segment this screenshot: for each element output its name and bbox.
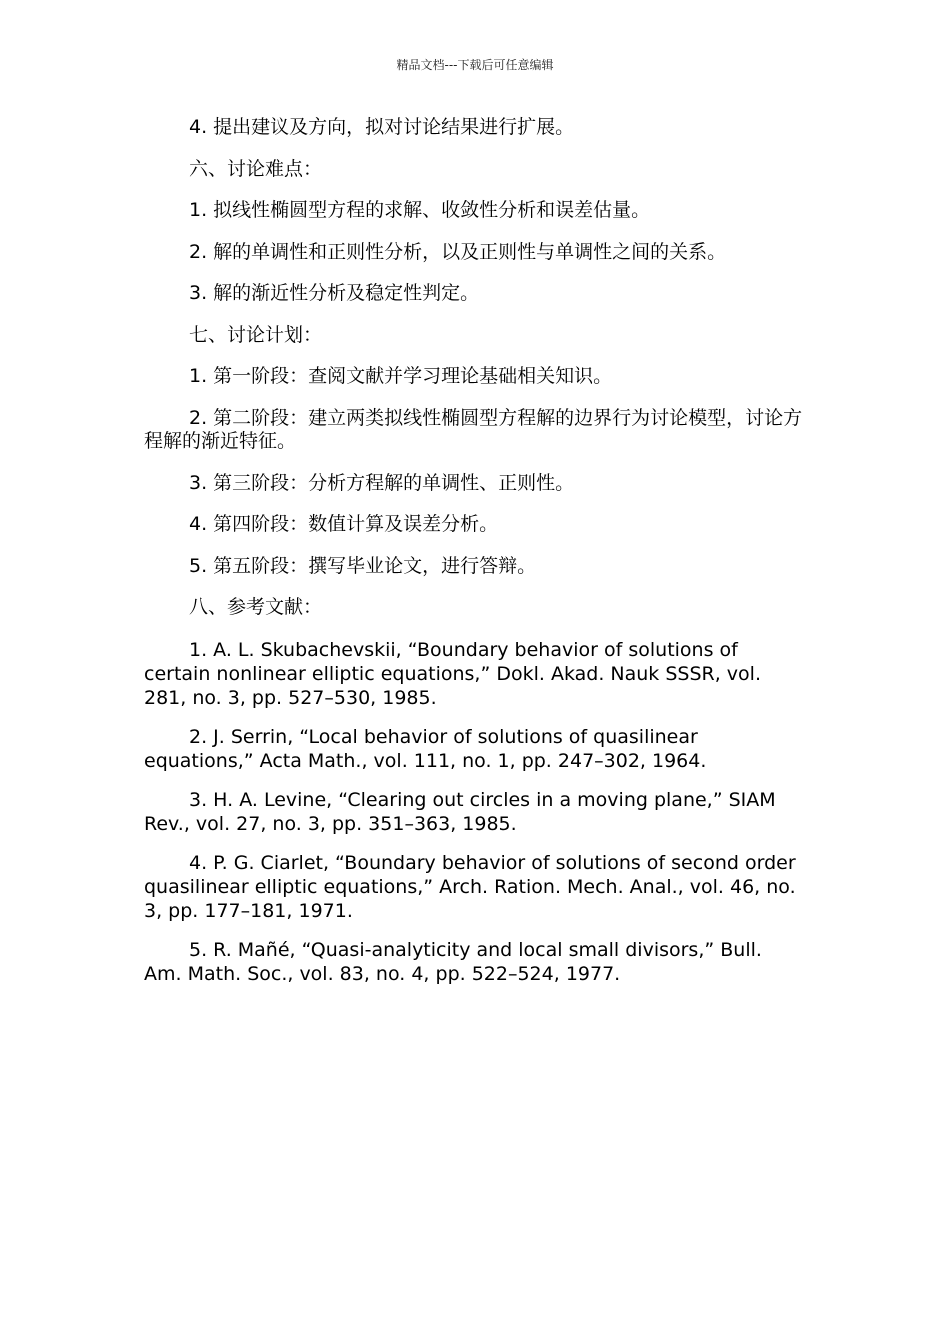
- section-heading-plan: 七、讨论计划：: [189, 323, 323, 346]
- section-heading-references: 八、参考文献：: [189, 596, 323, 618]
- reference-item: 2. J. Serrin, “Local behavior of solutions of quasilinear equations,” Acta Math., vol. 111, no. 1, pp. 247–302, 1964.: [144, 725, 707, 772]
- reference-item: 1. A. L. Skubachevskii, “Boundary behavior of solutions of certain nonlinear elliptic equations,” Dokl. Akad. Nauk SSSR, vol. 281, no. 3, pp. 527–530, 1985.: [144, 638, 761, 709]
- difficulty-item: 2. 解的单调性和正则性分析，以及正则性与单调性之间的关系。: [189, 240, 727, 263]
- plan-item: 4. 第四阶段：数值计算及误差分析。: [189, 513, 499, 535]
- difficulty-item: 3. 解的渐近性分析及稳定性判定。: [189, 282, 480, 304]
- reference-item: 5. R. Mañé, “Quasi-analyticity and local small divisors,” Bull. Am. Math. Soc., vol. 83, no. 4, pp. 522–524, 1977.: [144, 938, 762, 985]
- plan-item: 5. 第五阶段：撰写毕业论文，进行答辩。: [189, 554, 537, 577]
- reference-item: 3. H. A. Levine, “Clearing out circles in a moving plane,” SIAM Rev., vol. 27, no. 3, pp. 351–363, 1985.: [144, 788, 776, 835]
- plan-item: 3. 第三阶段：分析方程解的单调性、正则性。: [189, 471, 575, 494]
- page-header: 精品文档---下载后可任意编辑: [396, 58, 554, 72]
- section-heading-difficulties: 六、讨论难点：: [189, 157, 323, 180]
- document-body: [144, 116, 804, 1001]
- plan-item: 2. 第二阶段：建立两类拟线性椭圆型方程解的边界行为讨论模型，讨论方程解的渐近特征。: [144, 406, 803, 452]
- reference-item: 4. P. G. Ciarlet, “Boundary behavior of solutions of second order quasilinear elliptic equations,” Arch. Ration. Mech. Anal., vol. 46, no. 3, pp. 177–181, 1971.: [144, 851, 796, 922]
- paragraph-suggestions: 4. 提出建议及方向，拟对讨论结果进行扩展。: [189, 116, 575, 138]
- difficulty-item: 1. 拟线性椭圆型方程的求解、收敛性分析和误差估量。: [189, 199, 651, 221]
- plan-item: 1. 第一阶段：查阅文献并学习理论基础相关知识。: [189, 365, 613, 387]
